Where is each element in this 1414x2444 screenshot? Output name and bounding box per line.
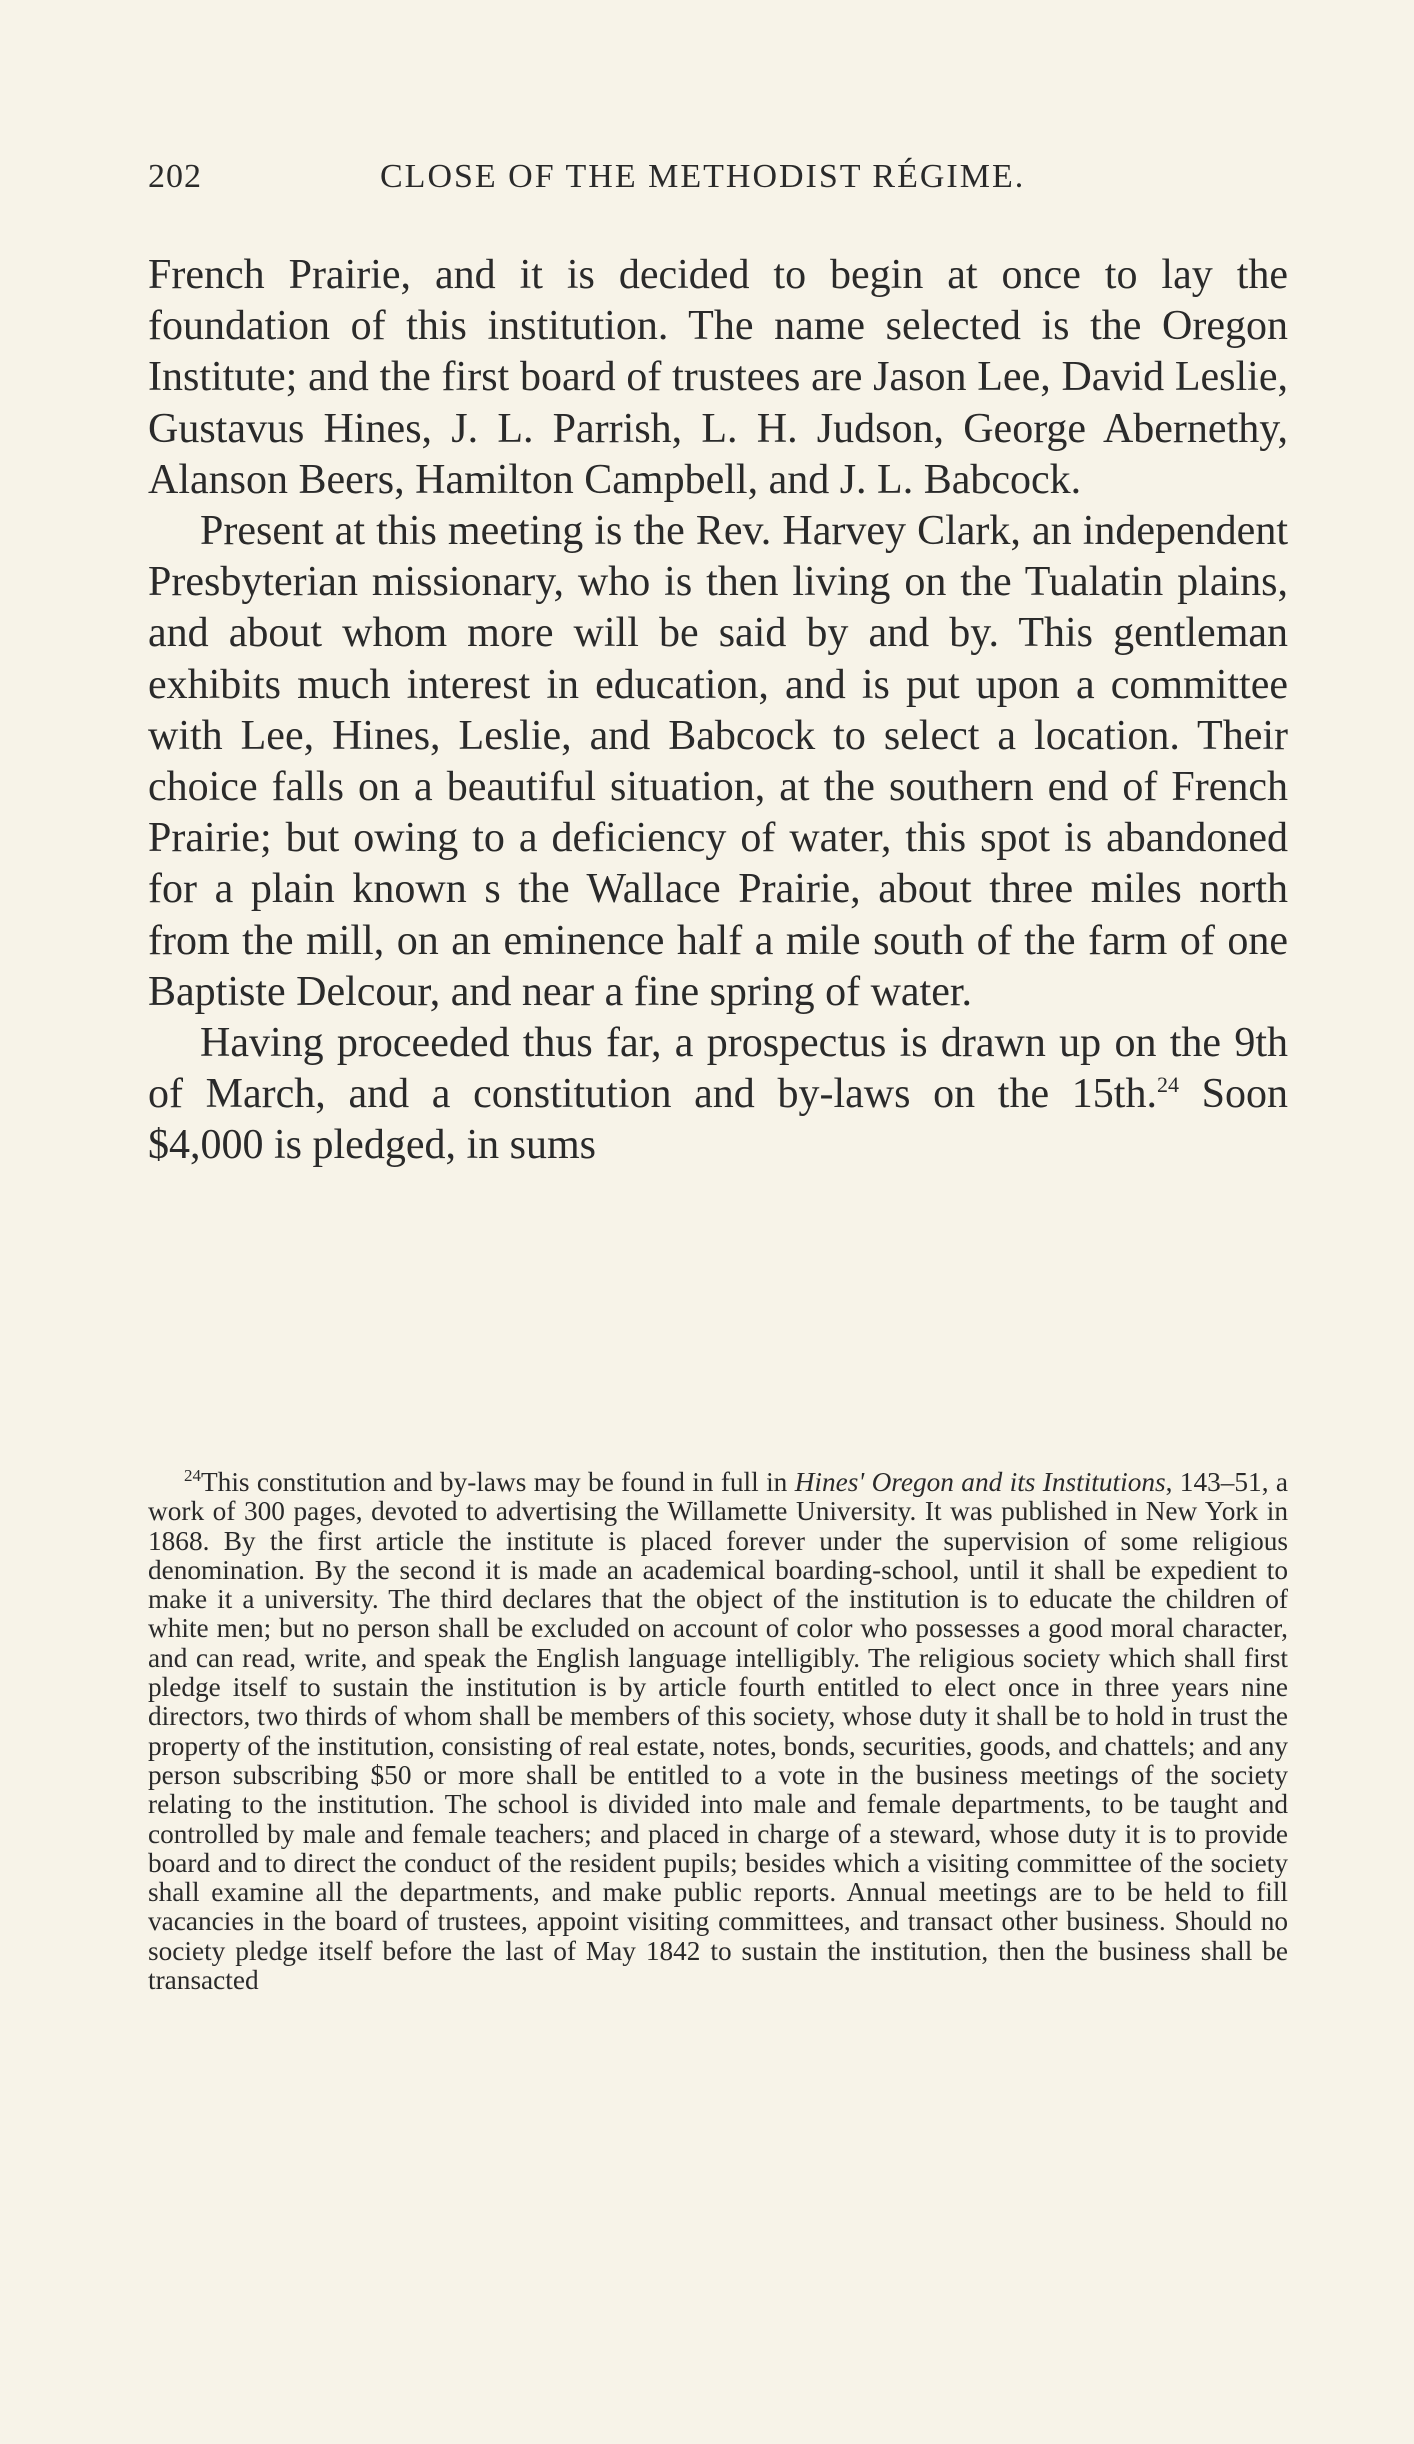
body-text: [148, 250, 1288, 1172]
footnote-marker: 24: [184, 1465, 201, 1485]
footnote-text: This constitution and by-laws may be found in full in: [201, 1467, 795, 1497]
paragraph-3: [148, 1018, 1288, 1172]
footnote: [148, 1465, 1288, 1996]
paragraph-3-continuation: Soon $4,000 is pledged, in sums: [148, 1071, 1289, 1169]
paragraph-1: French Prairie, and it is decided to begin at once to lay the foundation of this institution. The name selected is the Oregon Institute; and the first board of trustees are Jason Lee, David Leslie, Gustavus Hines, J. L. Parrish, L. H. Judson, George Abernethy, Alanson Beers, Hamilton Campbell, and J. L. Babcock.: [148, 252, 1288, 503]
running-title: CLOSE OF THE METHODIST RÉGIME.: [380, 158, 1026, 195]
footnote-reference: 24: [1156, 1072, 1179, 1098]
footnote-text-continued: , 143–51, a work of 300 pages, devoted to advertising the Willamette University. It was published in New York in 1868. By the first article the institute is placed forever under the supervision of some religious denomination. By the second it is made an academical boarding-school, until it shall be expedient to make it a university. The third declares that the object of the institution is to educate the children of white men; but no person shall be excluded on account of color who possesses a good moral character, and can read, write, and speak the English language intelligibly. The religious society which shall first pledge itself to sustain the institution is by article fourth entitled to elect once in three years nine directors, two thirds of whom shall be members of this society, whose duty it shall be to hold in trust the property of the institution, consisting of real estate, notes, bonds, securities, goods, and chattels; and any person subscribing $50 or more shall be entitled to a vote in the business meetings of the society relating to the institution. The school is divided into male and female departments, to be taught and controlled by male and female teachers; and placed in charge of a steward, whose duty it is to provide board and to direct the conduct of the resident pupils; besides which a visiting committee of the society shall examine all the departments, and make public reports. Annual meetings are to be held to fill vacancies in the board of trustees, appoint visiting committees, and transact other business. Should no society pledge itself before the last of May 1842 to sustain the institution, then the business shall be transacted: [148, 1467, 1288, 1996]
paragraph-3-text: Having proceeded thus far, a prospectus is drawn up on the 9th of March, and a constitution and by-laws on the 15th.: [148, 1020, 1288, 1118]
page-header: [148, 158, 1288, 202]
footnote-work-title: Hines' Oregon and its Institutions: [794, 1467, 1166, 1497]
page-number: 202: [148, 158, 202, 195]
paragraph-2: Present at this meeting is the Rev. Harvey Clark, an independent Presbyterian missionary, who is then living on the Tualatin plains, and about whom more will be said by and by. This gentleman exhibits much interest in education, and is put upon a committee with Lee, Hines, Leslie, and Babcock to select a location. Their choice falls on a beautiful situation, at the southern end of French Prairie; but owing to a deficiency of water, this spot is abandoned for a plain known s the Wallace Prairie, about three miles north from the mill, on an eminence half a mile south of the farm of one Baptiste Delcour, and near a fine spring of water.: [148, 508, 1288, 1015]
footnote-paragraph: [148, 1465, 1288, 1996]
